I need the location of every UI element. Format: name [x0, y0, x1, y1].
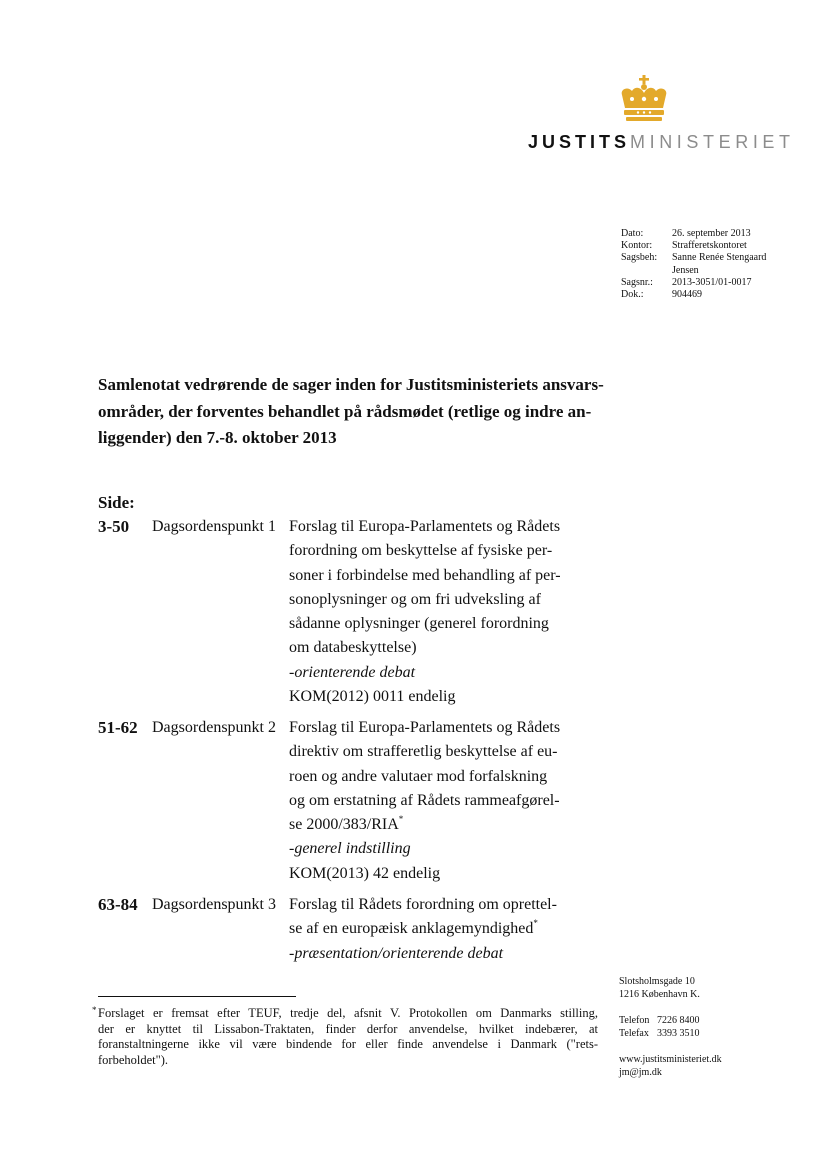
email-link[interactable]: jm@jm.dk	[619, 1066, 662, 1078]
meta-label: Sagsbeh:	[621, 252, 658, 264]
agenda-status: -orienterende debat	[289, 663, 416, 681]
address-street: Slotsholmsgade 10	[619, 976, 695, 987]
wordmark-part1: JUSTITS	[528, 132, 631, 152]
title-line: Samlenotat vedrørende de sager inden for Justitsministeriets ansvars-	[98, 375, 604, 394]
meta-row-case-number	[621, 277, 792, 289]
meta-value: 26. september 2013	[672, 228, 751, 239]
agenda-status: -generel indstilling	[289, 840, 411, 858]
description-line: sådanne oplysninger (generel forordning	[289, 615, 549, 633]
description-text: se af en europæisk anklagemyndighed	[289, 920, 534, 938]
document-title	[98, 372, 603, 452]
footnote	[92, 1005, 598, 1069]
agenda-status: -præsentation/orienterende debat	[289, 944, 504, 962]
agenda-pages: 63-84	[98, 895, 138, 914]
meta-value: 2013-3051/01-0017	[672, 276, 752, 288]
meta-label: Dato:	[621, 228, 644, 239]
agenda-description	[289, 515, 575, 709]
description-text: se 2000/383/RIA	[289, 816, 399, 834]
description-line: om databeskyttelse)	[289, 639, 417, 657]
description-line: sonoplysninger og om fri udveksling af	[289, 590, 541, 608]
wordmark-part2: MINISTERIET	[630, 132, 795, 152]
contact-block	[619, 976, 722, 1079]
meta-row-office	[621, 240, 792, 252]
description-line: direktiv om strafferetlig beskyttelse af eu-	[289, 743, 558, 761]
meta-row-document	[621, 289, 792, 301]
agenda-point: Dagsordenspunkt 1	[152, 518, 276, 535]
ministry-wordmark	[528, 132, 795, 153]
agenda-reference: KOM(2012) 0011 endelig	[289, 688, 456, 706]
footnote-line: forbeholdet").	[98, 1053, 169, 1068]
description-line: Forslag til Rådets forordning om oprettel-	[289, 896, 557, 913]
meta-row-date	[621, 228, 792, 240]
meta-value: Strafferetskontoret	[672, 240, 747, 252]
footnote-marker: *	[92, 1005, 97, 1015]
footnote-line: Forslaget er fremsat efter TEUF, tredje del, afsnit V. Protokollen om Danmarks stilling,	[98, 1006, 598, 1020]
phone-label: Telefon	[619, 1015, 650, 1026]
agenda-point: Dagsordenspunkt 2	[152, 719, 276, 736]
agenda-pages: 3-50	[98, 517, 130, 536]
meta-row-case-officer	[621, 252, 792, 276]
agenda-reference: KOM(2013) 42 endelig	[289, 864, 441, 882]
footnote-marker: *	[398, 814, 404, 825]
description-line: Forslag til Europa-Parlamentets og Rådets	[289, 719, 561, 736]
fax-row	[619, 1028, 722, 1041]
fax-label: Telefax	[619, 1027, 649, 1039]
agenda-description	[289, 893, 575, 966]
description-line: forordning om beskyttelse af fysiske per-	[289, 542, 553, 560]
agenda-point: Dagsordenspunkt 3	[152, 896, 276, 913]
phone-number: 7226 8400	[657, 1015, 700, 1026]
side-heading: Side:	[98, 493, 135, 512]
description-line-with-footnote	[289, 813, 575, 837]
footnote-divider	[98, 996, 296, 997]
meta-value: Sanne Renée Stengaard Jensen	[672, 252, 767, 276]
description-line: roen og andre valutaer mod forfalskning	[289, 767, 548, 785]
title-line: områder, der forventes behandlet på rådsmødet (retlige og indre an-	[98, 401, 592, 421]
meta-value: 904469	[672, 289, 702, 301]
footnote-line: foranstaltningerne ikke vil være bindende for eller finde anvendelse i Danmark ("rets-	[98, 1037, 598, 1052]
footnote-line: der er knyttet til Lissabon-Traktaten, finder derfor anvendelse, hvilket indebærer, at	[98, 1021, 598, 1036]
crown-logo-icon	[618, 75, 670, 123]
address-city: 1216 København K.	[619, 988, 700, 1000]
fax-number: 3393 3510	[657, 1027, 700, 1039]
title-line: liggender) den 7.-8. oktober 2013	[98, 428, 337, 447]
meta-label: Sagsnr.:	[621, 276, 653, 288]
phone-row	[619, 1015, 722, 1028]
description-line: Forslag til Europa-Parlamentets og Rådets	[289, 518, 561, 535]
agenda-pages: 51-62	[98, 718, 138, 737]
document-metadata	[621, 228, 792, 301]
agenda-description	[289, 716, 575, 886]
website-link[interactable]: www.justitsministeriet.dk	[619, 1054, 722, 1065]
meta-label: Kontor:	[621, 240, 653, 252]
meta-label: Dok.:	[621, 289, 644, 301]
description-line-with-footnote	[289, 917, 575, 941]
description-line: soner i forbindelse med behandling af per-	[289, 566, 561, 584]
description-line: og om erstatning af Rådets rammeafgørel-	[289, 791, 560, 809]
footnote-marker: *	[533, 918, 538, 929]
